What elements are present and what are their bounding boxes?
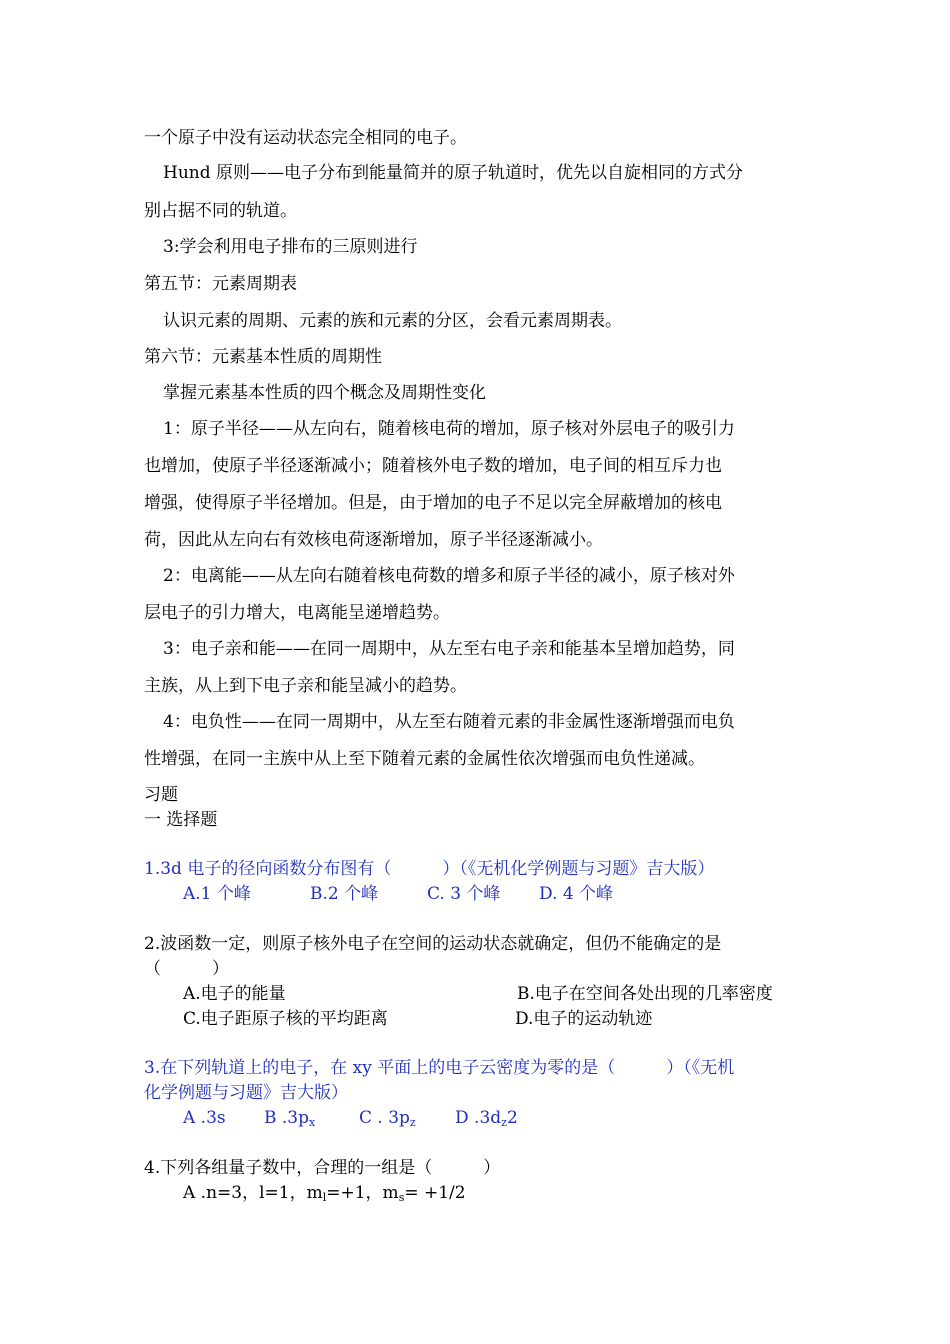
text-line: 也增加，使原子半径逐渐减小；随着核外电子数的增加，电子间的相互斥力也 bbox=[144, 456, 722, 476]
text-line: 主族，从上到下电子亲和能呈减小的趋势。 bbox=[144, 676, 467, 696]
question-2-option-a: A.电子的能量 bbox=[183, 984, 286, 1004]
text-line: 性增强，在同一主族中从上至下随着元素的金属性依次增强而电负性递减。 bbox=[144, 749, 705, 769]
text-line: Hund 原则——电子分布到能量简并的原子轨道时，优先以自旋相同的方式分 bbox=[163, 163, 744, 183]
question-2-option-d: D.电子的运动轨迹 bbox=[515, 1009, 653, 1029]
text-line: 3:学会利用电子排布的三原则进行 bbox=[163, 237, 418, 257]
question-3-stem-line2: 化学例题与习题》吉大版） bbox=[144, 1083, 348, 1103]
question-2-stem-line1: 2.波函数一定，则原子核外电子在空间的运动状态就确定，但仍不能确定的是 bbox=[144, 934, 722, 954]
question-3-stem-line1: 3.在下列轨道上的电子，在 xy 平面上的电子云密度为零的是（ ）（《无机 bbox=[144, 1058, 735, 1078]
question-1-option-c: C. 3 个峰 bbox=[427, 884, 501, 904]
question-3-option-b: B $.3p_x$ bbox=[264, 1108, 316, 1129]
question-4-stem: 4.下列各组量子数中，合理的一组是（ ） bbox=[144, 1158, 501, 1178]
text-line: 荷，因此从左向右有效核电荷逐渐增加，原子半径逐渐减小。 bbox=[144, 530, 603, 550]
question-3-option-a: A .3s bbox=[183, 1108, 226, 1128]
question-1-stem: 1.3d 电子的径向函数分布图有（ ）（《无机化学例题与习题》吉大版） bbox=[144, 859, 715, 879]
text-line: 一个原子中没有运动状态完全相同的电子。 bbox=[144, 128, 467, 148]
text-line: 增强，使得原子半径增加。但是，由于增加的电子不足以完全屏蔽增加的核电 bbox=[144, 493, 722, 513]
text-line: 别占据不同的轨道。 bbox=[144, 201, 297, 221]
question-2-option-c: C.电子距原子核的平均距离 bbox=[183, 1009, 388, 1029]
question-3-option-c: C . $3p_z$ bbox=[359, 1108, 416, 1129]
choice-heading: 一 选择题 bbox=[144, 810, 218, 830]
question-4-option-a: A .n=3，l=1，$m_l=+1$，$m_s= +1/2$ bbox=[183, 1183, 466, 1204]
text-line: 1：原子半径——从左向右，随着核电荷的增加，原子核对外层电子的吸引力 bbox=[163, 419, 735, 439]
question-3-option-d: D $.3d_z2$ bbox=[455, 1108, 518, 1129]
text-line: 认识元素的周期、元素的族和元素的分区，会看元素周期表。 bbox=[163, 311, 622, 331]
exercises-heading: 习题 bbox=[144, 785, 178, 805]
section-heading: 第五节：元素周期表 bbox=[144, 274, 297, 294]
question-1-option-a: A.1 个峰 bbox=[183, 884, 251, 904]
text-line: 层电子的引力增大，电离能呈递增趋势。 bbox=[144, 603, 450, 623]
section-heading: 第六节：元素基本性质的周期性 bbox=[144, 347, 382, 367]
text-line: 4：电负性——在同一周期中，从左至右随着元素的非金属性逐渐增强而电负 bbox=[163, 712, 735, 732]
question-1-option-b: B.2 个峰 bbox=[310, 884, 379, 904]
text-line: 3：电子亲和能——在同一周期中，从左至右电子亲和能基本呈增加趋势，同 bbox=[163, 639, 735, 659]
question-2-option-b: B.电子在空间各处出现的几率密度 bbox=[517, 984, 773, 1004]
question-1-option-d: D. 4 个峰 bbox=[539, 884, 614, 904]
text-line: 掌握元素基本性质的四个概念及周期性变化 bbox=[163, 383, 486, 403]
text-line: 2：电离能——从左向右随着核电荷数的增多和原子半径的减小，原子核对外 bbox=[163, 566, 735, 586]
question-2-stem-line2: （ ） bbox=[144, 959, 229, 979]
